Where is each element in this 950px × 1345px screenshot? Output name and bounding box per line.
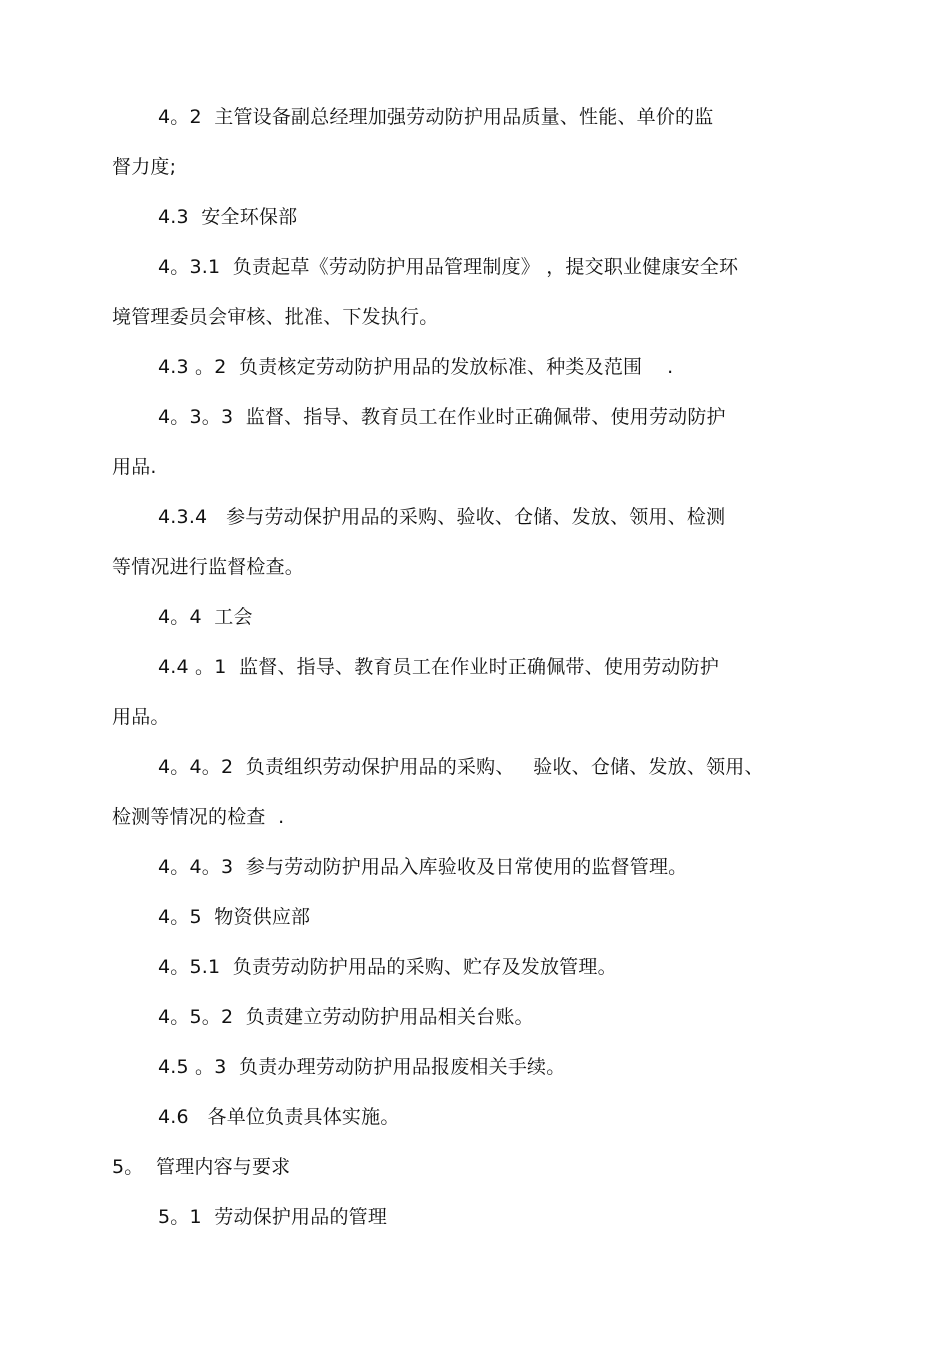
- text-line-4-3-3: 4。3。3 监督、指导、教育员工在作业时正确佩带、使用劳动防护: [158, 406, 726, 428]
- text-line-4-3-2: 4.3 。2 负责核定劳动防护用品的发放标准、种类及范围 .: [158, 356, 674, 378]
- text-line-4-4-1-cont: 用品。: [112, 706, 170, 728]
- text-line-4-2-cont: 督力度;: [112, 156, 177, 178]
- text-line-4-4-2: 4。4。2 负责组织劳动保护用品的采购、 验收、仓储、发放、领用、: [158, 756, 764, 778]
- text-line-4-3-4: 4.3.4 参与劳动保护用品的采购、验收、仓储、发放、领用、检测: [158, 506, 726, 528]
- text-line-4-3-1: 4。3.1 负责起草《劳动防护用品管理制度》 ，提交职业健康安全环: [158, 256, 739, 278]
- text-line-4-4-1: 4.4 。1 监督、指导、教育员工在作业时正确佩带、使用劳动防护: [158, 656, 720, 678]
- text-line-4-4-2-cont: 检测等情况的检查 .: [112, 806, 285, 828]
- text-line-4-5-3: 4.5 。3 负责办理劳动防护用品报废相关手续。: [158, 1056, 566, 1078]
- section-heading-5: 5。 管理内容与要求: [112, 1156, 291, 1178]
- section-heading-4-3: 4.3 安全环保部: [158, 206, 298, 228]
- section-heading-4-4: 4。4 工会: [158, 606, 253, 628]
- text-line-4-3-1-cont: 境管理委员会审核、批准、下发执行。: [112, 306, 439, 328]
- text-line-4-3-3-cont: 用品.: [112, 456, 157, 478]
- section-heading-5-1: 5。1 劳动保护用品的管理: [158, 1206, 388, 1228]
- section-heading-4-5: 4。5 物资供应部: [158, 906, 311, 928]
- text-line-4-6: 4.6 各单位负责具体实施。: [158, 1106, 400, 1128]
- text-line-4-5-1: 4。5.1 负责劳动防护用品的采购、贮存及发放管理。: [158, 956, 617, 978]
- text-line-4-4-3: 4。4。3 参与劳动防护用品入库验收及日常使用的监督管理。: [158, 856, 688, 878]
- text-line-4-3-4-cont: 等情况进行监督检查。: [112, 556, 305, 578]
- text-line-4-2: 4。2 主管设备副总经理加强劳动防护用品质量、性能、单价的监: [158, 106, 714, 128]
- text-line-4-5-2: 4。5。2 负责建立劳动防护用品相关台账。: [158, 1006, 534, 1028]
